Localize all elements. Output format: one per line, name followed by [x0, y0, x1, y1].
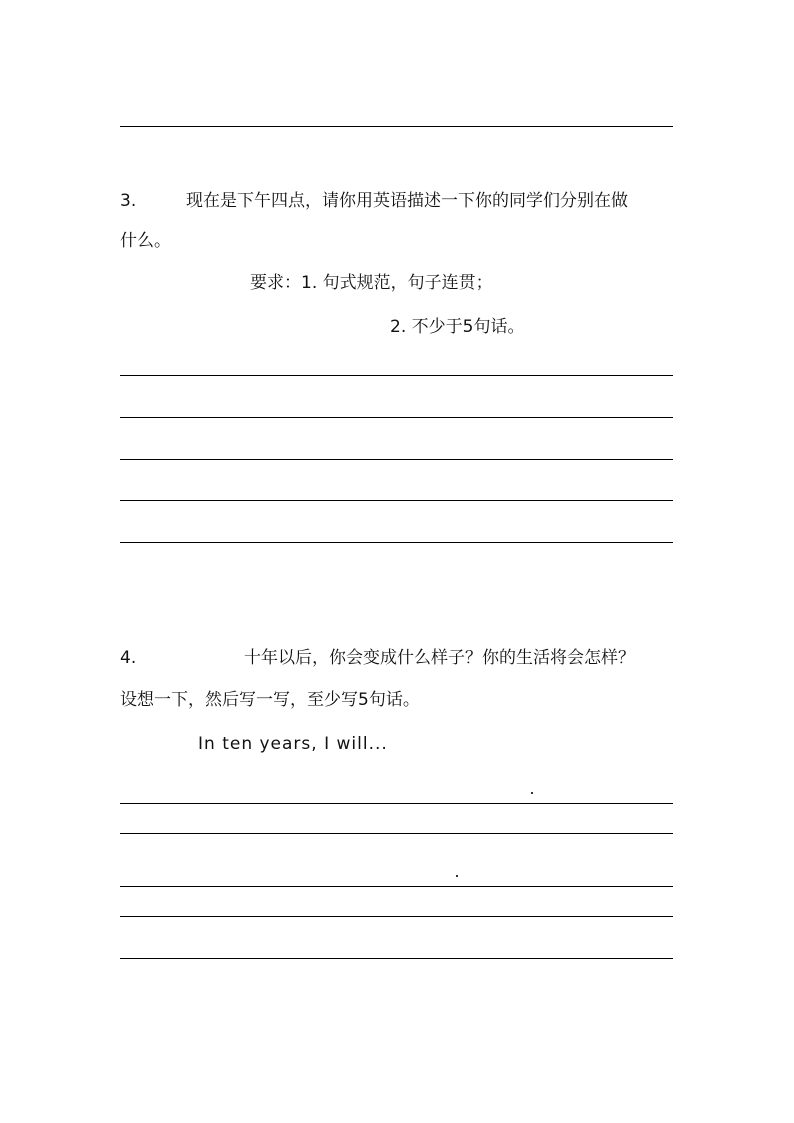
q4-prompt-line1: 十年以后，你会变成什么样子？你的生活将会怎样？: [244, 648, 635, 668]
top-answer-line: [120, 126, 673, 127]
q3-prompt-line1: 现在是下午四点，请你用英语描述一下你的同学们分别在做: [186, 191, 628, 211]
q3-answer-line: [120, 500, 673, 501]
q3-requirement-2: 2. 不少于5句话。: [390, 317, 525, 337]
q4-answer-line: [120, 886, 673, 887]
q4-prompt-line2: 设想一下，然后写一写，至少写5句话。: [120, 690, 420, 710]
q3-answer-line: [120, 459, 673, 460]
q3-number: 3.: [120, 191, 137, 211]
q3-answer-line: [120, 542, 673, 543]
q4-sentence-starter: In ten years, I will...: [198, 734, 388, 754]
q4-answer-line: [120, 803, 673, 804]
q4-answer-line: [120, 958, 673, 959]
q3-answer-line: [120, 417, 673, 418]
q3-requirement-1: 要求：1. 句式规范，句子连贯；: [250, 273, 493, 293]
stray-dot: [456, 875, 458, 877]
q4-number: 4.: [120, 648, 137, 668]
q4-answer-line: [120, 833, 673, 834]
q4-answer-line: [120, 916, 673, 917]
q3-prompt-line2: 什么。: [120, 231, 171, 251]
q3-answer-line: [120, 375, 673, 376]
stray-dot: [531, 792, 533, 794]
